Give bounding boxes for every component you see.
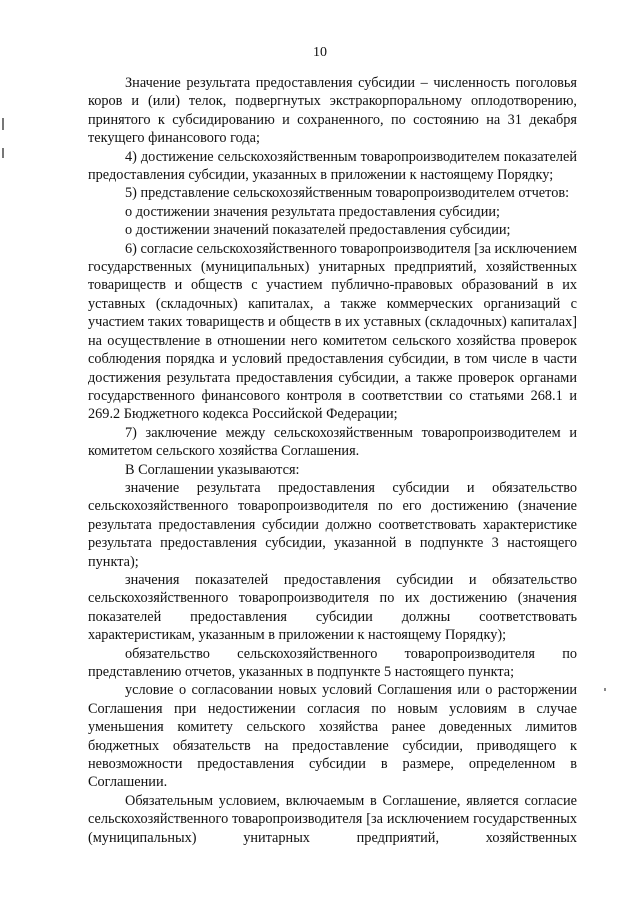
- margin-mark: [2, 118, 4, 130]
- paragraph: значение результата предоставления субсидии и обязательство сельскохозяйственного товаропроизводителя по его достижению (значение результата предоставления субсидии должно соответствовать характеристике результата предоставления субсидии, указанной в подпункте 3 настоящего пункта);: [88, 479, 577, 570]
- paragraph: 4) достижение сельскохозяйственным товаропроизводителем показателей предоставления субсидии, указанных в приложении к настоящему Порядку;: [88, 148, 577, 184]
- document-body: [88, 74, 577, 847]
- page-number: 10: [313, 45, 327, 60]
- paragraph: 5) представление сельскохозяйственным товаропроизводителем отчетов:: [125, 185, 570, 202]
- paragraph: В Соглашении указываются:: [125, 461, 300, 478]
- paragraph: обязательство сельскохозяйственного товаропроизводителя по представлению отчетов, указанных в подпункте 5 настоящего пункта;: [88, 645, 577, 680]
- paragraph: значения показателей предоставления субсидии и обязательство сельскохозяйственного товаропроизводителя по их достижению (значения показателей предоставления субсидии должны соответствовать характеристикам, указанным в приложении к настоящему Порядку);: [88, 571, 577, 644]
- paragraph: о достижении значения результата предоставления субсидии;: [125, 203, 501, 220]
- margin-mark: [2, 148, 4, 158]
- paragraph: 6) согласие сельскохозяйственного товаропроизводителя [за исключением государственных (муниципальных) унитарных предприятий, хозяйственных товариществ и обществ с участием публично-правовых образований в их уставных (складочных) капиталах, а также коммерческих организаций с участием таких товариществ и обществ в их уставных (складочных) капиталах] на осуществление в отношении него комитетом сельского хозяйства проверок соблюдения порядка и условий предоставления субсидии, в том числе в части достижения результата предоставления субсидии, а также проверок органами государственного финансового контроля в соответствии со статьями 268.1 и 269.2 Бюджетного кодекса Российской Федерации;: [88, 240, 577, 423]
- paragraph: 7) заключение между сельскохозяйственным товаропроизводителем и комитетом сельского хозяйства Соглашения.: [88, 424, 577, 460]
- paragraph: Значение результата предоставления субсидии – численность поголовья коров и (или) телок, подвергнутых экстракорпоральному оплодотворению, принятого к субсидированию и сохраненного, по состоянию на 31 декабря текущего финансового года;: [88, 75, 577, 147]
- paragraph: о достижении значений показателей предоставления субсидии;: [125, 222, 511, 239]
- paragraph: Обязательным условием, включаемым в Соглашение, является согласие сельскохозяйственного товаропроизводителя [за исключением государственных (муниципальных) унитарных предприятий, хозяйственных: [88, 792, 577, 846]
- scan-speck: [604, 688, 606, 691]
- paragraph: условие о согласовании новых условий Соглашения или о расторжении Соглашения при недостижении согласия по новым условиям в случае уменьшения комитету сельского хозяйства ранее доведенных лимитов бюджетных обязательств на предоставление субсидии, приводящего к невозможности предоставления субсидии в размере, определенном в Соглашении.: [88, 682, 577, 791]
